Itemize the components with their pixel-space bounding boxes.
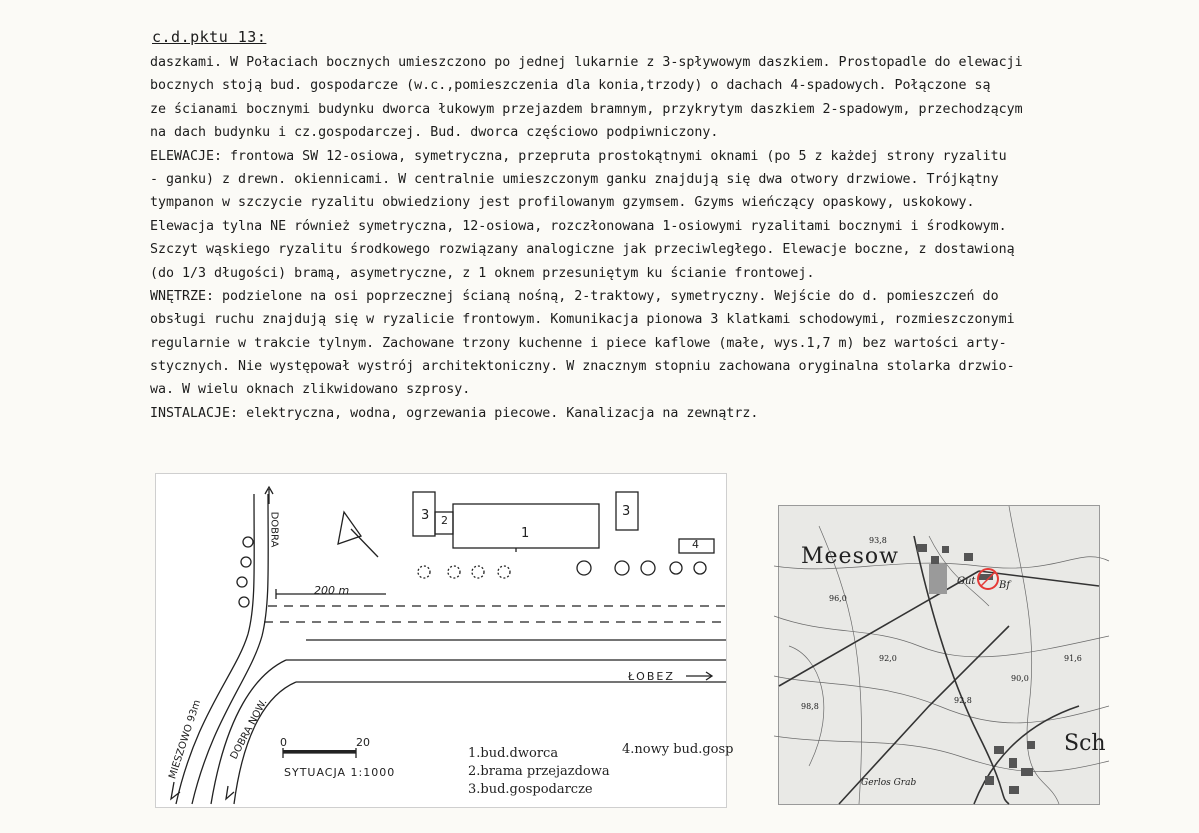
legend-item: 4.nowy bud.gosp bbox=[622, 742, 734, 757]
building-number-outbuilding-right: 3 bbox=[622, 504, 631, 519]
text-line: Elewacja tylna NE również symetryczna, 12-osiowa, rozczłonowana 1-osiowymi ryzalitami bocznymi i środkowym. bbox=[150, 218, 1007, 234]
height-label: 92,8 bbox=[954, 696, 972, 705]
road-label-dobra: DOBRA NOW. bbox=[228, 697, 270, 762]
page-header: c.d.pktu 13: bbox=[152, 28, 267, 46]
building-number-gate: 2 bbox=[441, 514, 448, 527]
text-line: ze ścianami bocznymi budynku dworca łukowym przejazdem bramnym, przykrytym daszkiem 2-spadowym, przechodzącym bbox=[150, 101, 1023, 117]
height-label: 90,0 bbox=[1011, 674, 1029, 683]
map-label-bf: Bf bbox=[999, 580, 1011, 591]
text-line: (do 1/3 długości) bramą, asymetryczne, z 1 oknem przesuniętym ku ścianie frontowej. bbox=[150, 265, 815, 281]
text-line: - ganku) z drewn. okiennicami. W centralnie umieszczonym ganku znajdują się dwa otwory drzwiowe. Trójkątny bbox=[150, 171, 999, 187]
site-plan bbox=[155, 473, 734, 808]
legend-item: 3.bud.gospodarcze bbox=[468, 782, 593, 797]
scale-tick-zero: 0 bbox=[280, 736, 287, 749]
text-line: wa. W wielu oknach zlikwidowano szprosy. bbox=[150, 382, 471, 398]
height-label: 92,0 bbox=[879, 654, 897, 663]
legend-item: 1.bud.dworca bbox=[468, 746, 559, 761]
text-line: ELEWACJE: frontowa SW 12-osiowa, symetryczna, przepruta prostokątnymi oknami (po 5 z każdej strony ryzalitu bbox=[150, 148, 1007, 164]
road-label-top: DOBRA bbox=[268, 511, 280, 548]
height-label: 93,8 bbox=[869, 536, 887, 545]
text-line: Szczyt wąskiego ryzalitu środkowego rozwiązany analogiczne jak przeciwległego. Elewacje boczne, z dostawioną bbox=[150, 242, 1015, 258]
building-number-new: 4 bbox=[692, 538, 699, 551]
map-label-gerlos: Gerlos Grab bbox=[861, 778, 917, 788]
track-label: ŁOBEZ bbox=[628, 670, 675, 683]
text-line: daszkami. W Połaciach bocznych umieszczono po jednej lukarnie z 3-spływowym daszkiem. Prostopadle do elewacji bbox=[150, 55, 1023, 70]
scale-caption: SYTUACJA 1:1000 bbox=[284, 766, 396, 779]
building-number-main: 1 bbox=[521, 526, 530, 541]
text-line: tympanon w szczycie ryzalitu obwiedziony jest profilowanym gzymsem. Gzyms wieńczący opaskowy, uskokowy. bbox=[150, 195, 975, 211]
text-line: obsługi ruchu znajdują się w ryzalicie frontowym. Komunikacja pionowa 3 klatkami schodowymi, rozmieszczonymi bbox=[150, 312, 1015, 328]
text-line: WNĘTRZE: podzielone na osi poprzecznej ścianą nośną, 2-traktowy, symetryczny. Wejście do d. pomieszczeń do bbox=[150, 288, 999, 304]
legend-item: 2.brama przejazdowa bbox=[468, 764, 610, 779]
text-line: INSTALACJE: elektryczna, wodna, ogrzewania piecowe. Kanalizacja na zewnątrz. bbox=[150, 405, 759, 421]
scale-tick-twenty: 20 bbox=[356, 736, 370, 749]
road-label-left: MIESZOWO 93m bbox=[167, 698, 204, 781]
building-number-outbuilding-left: 3 bbox=[421, 508, 430, 523]
height-label: 98,8 bbox=[801, 702, 819, 711]
distance-label: 200 m bbox=[314, 584, 350, 597]
topo-map bbox=[778, 505, 1106, 805]
description-text bbox=[150, 51, 1080, 425]
map-label-gut: Gut bbox=[957, 576, 976, 587]
map-label-sch: Sch bbox=[1064, 731, 1106, 756]
text-line: stycznych. Nie występował wystrój architektoniczny. W znacznym stopniu zachowana oryginalna stolarka drzwio- bbox=[150, 359, 1015, 375]
text-line: regularnie w trakcie tylnym. Zachowane trzony kuchenne i piece kaflowe (małe, wys.1,7 m) bez wartości arty- bbox=[150, 335, 1007, 351]
text-line: na dach budynku i cz.gospodarczej. Bud. dworca częściowo podpiwniczony. bbox=[150, 125, 719, 141]
height-label: 96,0 bbox=[829, 594, 847, 603]
map-label-meesow: Meesow bbox=[801, 544, 899, 569]
height-label: 91,6 bbox=[1064, 654, 1082, 663]
text-line: bocznych stoją bud. gospodarcze (w.c.,pomieszczenia dla konia,trzody) o dachach 4-spadowych. Połączone są bbox=[150, 78, 991, 94]
